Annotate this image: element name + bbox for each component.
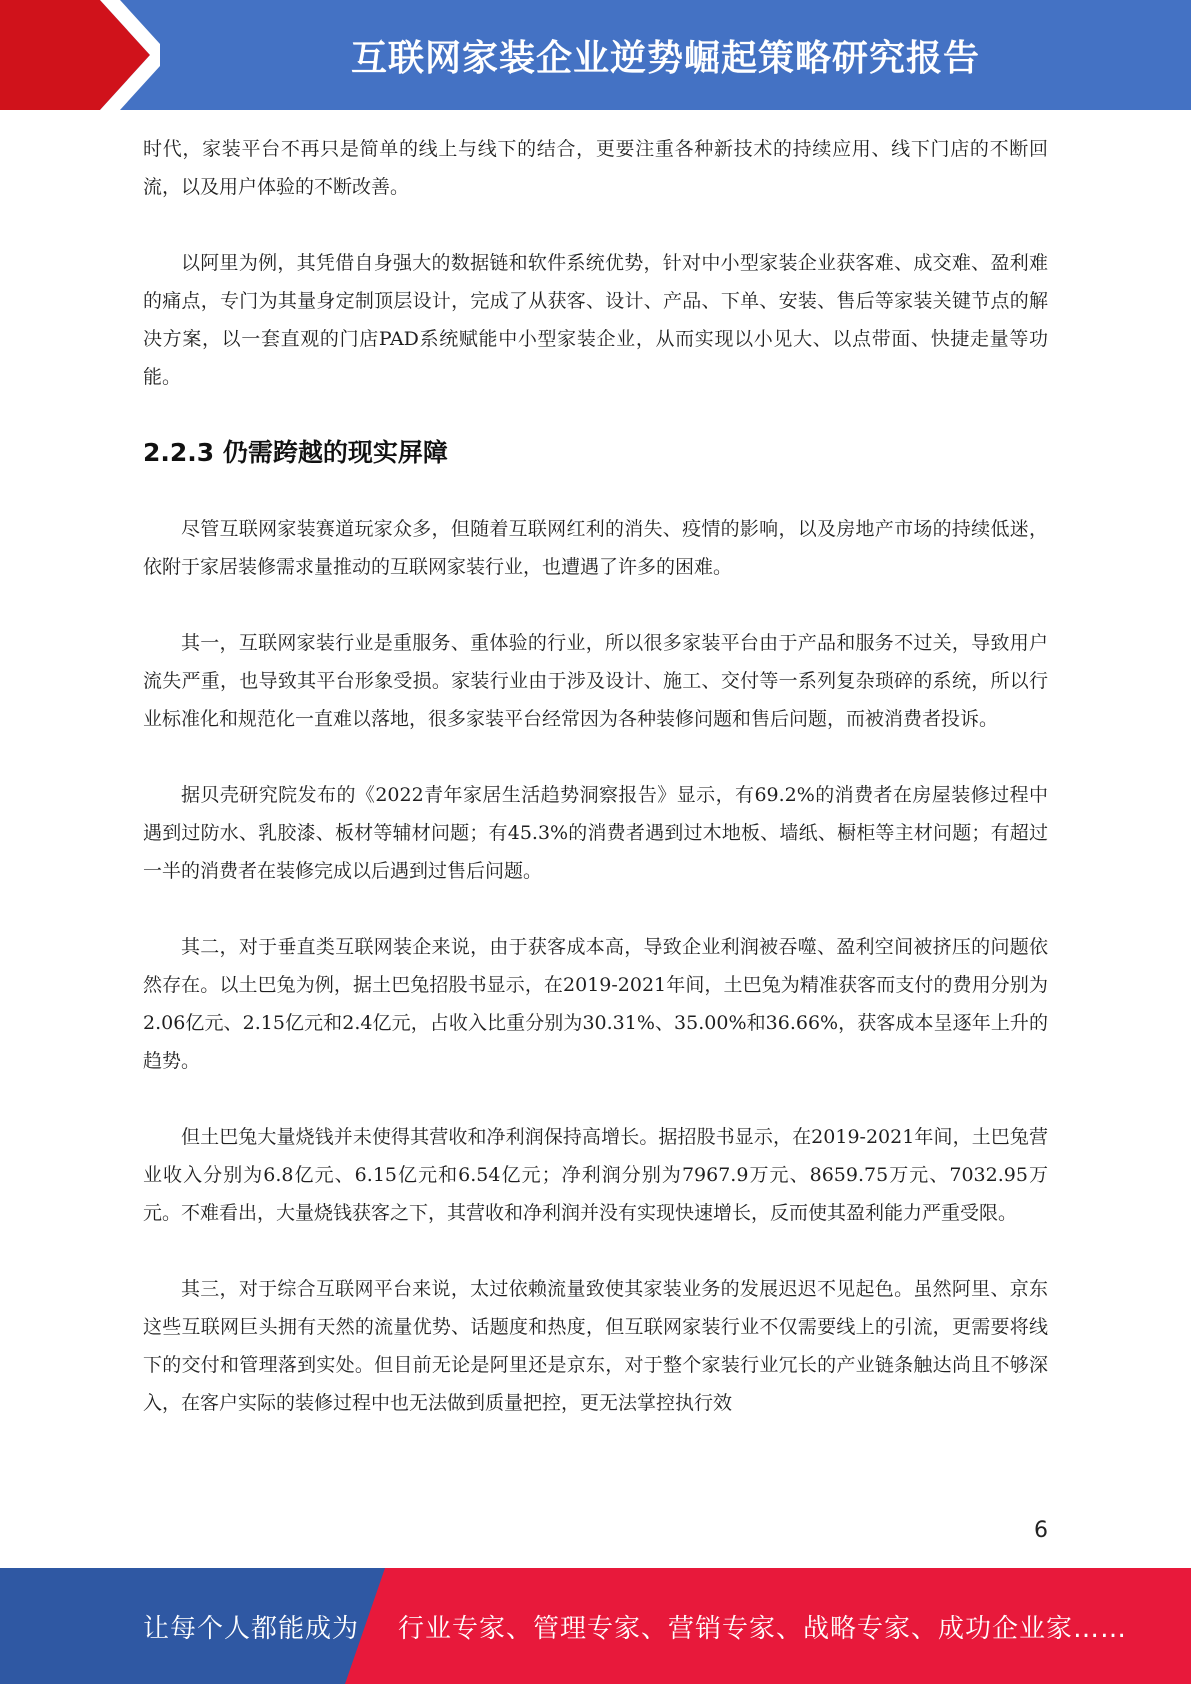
body-paragraph: 其三，对于综合互联网平台来说，太过依赖流量致使其家装业务的发展迟迟不见起色。虽然阿里、京东这些互联网巨头拥有天然的流量优势、话题度和热度，但互联网家装行业不仅需要线上的引流，更需要将线下的交付和管理落到实处。但目前无论是阿里还是京东，对于整个家装行业冗长的产业链条触达尚且不够深入，在客户实际的装修过程中也无法做到质量把控，更无法掌控执行效 xyxy=(143,1278,1048,1414)
body-paragraph: 以阿里为例，其凭借自身强大的数据链和软件系统优势，针对中小型家装企业获客难、成交难、盈利难的痛点，专门为其量身定制顶层设计，完成了从获客、设计、产品、下单、安装、售后等家装关键节点的解决方案，以一套直观的门店PAD系统赋能中小型家装企业，从而实现以小见大、以点带面、快捷走量等功能。 xyxy=(143,252,1048,388)
page-footer xyxy=(0,1568,1191,1684)
document-body xyxy=(143,130,1048,1460)
document-title: 互联网家装企业逆势崛起策略研究报告 xyxy=(350,37,980,79)
section-heading: 2.2.3 仍需跨越的现实屏障 xyxy=(143,438,448,467)
footer-slogan-left: 让每个人都能成为 xyxy=(143,1613,360,1644)
body-paragraph: 其一，互联网家装行业是重服务、重体验的行业，所以很多家装平台由于产品和服务不过关，导致用户流失严重，也导致其平台形象受损。家装行业由于涉及设计、施工、交付等一系列复杂琐碎的系统，所以行业标准化和规范化一直难以落地，很多家装平台经常因为各种装修问题和售后问题，而被消费者投诉。 xyxy=(143,632,1048,730)
footer-slogan-right: 行业专家、管理专家、营销专家、战略专家、成功企业家…… xyxy=(398,1613,1128,1644)
body-paragraph: 其二，对于垂直类互联网装企来说，由于获客成本高，导致企业利润被吞噬、盈利空间被挤压的问题依然存在。以土巴兔为例，据土巴兔招股书显示，在2019-2021年间，土巴兔为精准获客而支付的费用分别为2.06亿元、2.15亿元和2.4亿元，占收入比重分别为30.31%、35.00%和36.66%，获客成本呈逐年上升的趋势。 xyxy=(143,936,1048,1072)
page-number: 6 xyxy=(1034,1518,1048,1543)
header-chevron-decoration xyxy=(0,0,160,110)
body-paragraph: 时代，家装平台不再只是简单的线上与线下的结合，更要注重各种新技术的持续应用、线下门店的不断回流，以及用户体验的不断改善。 xyxy=(143,138,1048,198)
body-paragraph: 但土巴兔大量烧钱并未使得其营收和净利润保持高增长。据招股书显示，在2019-2021年间，土巴兔营业收入分别为6.8亿元、6.15亿元和6.54亿元；净利润分别为7967.9万元、8659.75万元、7032.95万元。不难看出，大量烧钱获客之下，其营收和净利润并没有实现快速增长，反而使其盈利能力严重受限。 xyxy=(143,1126,1048,1224)
body-paragraph: 尽管互联网家装赛道玩家众多，但随着互联网红利的消失、疫情的影响，以及房地产市场的持续低迷，依附于家居装修需求量推动的互联网家装行业，也遭遇了许多的困难。 xyxy=(143,518,1048,578)
body-paragraph: 据贝壳研究院发布的《2022青年家居生活趋势洞察报告》显示，有69.2%的消费者在房屋装修过程中遇到过防水、乳胶漆、板材等辅材问题；有45.3%的消费者遇到过木地板、墙纸、橱柜等主材问题；有超过一半的消费者在装修完成以后遇到过售后问题。 xyxy=(143,784,1048,882)
page-header xyxy=(0,0,1191,110)
